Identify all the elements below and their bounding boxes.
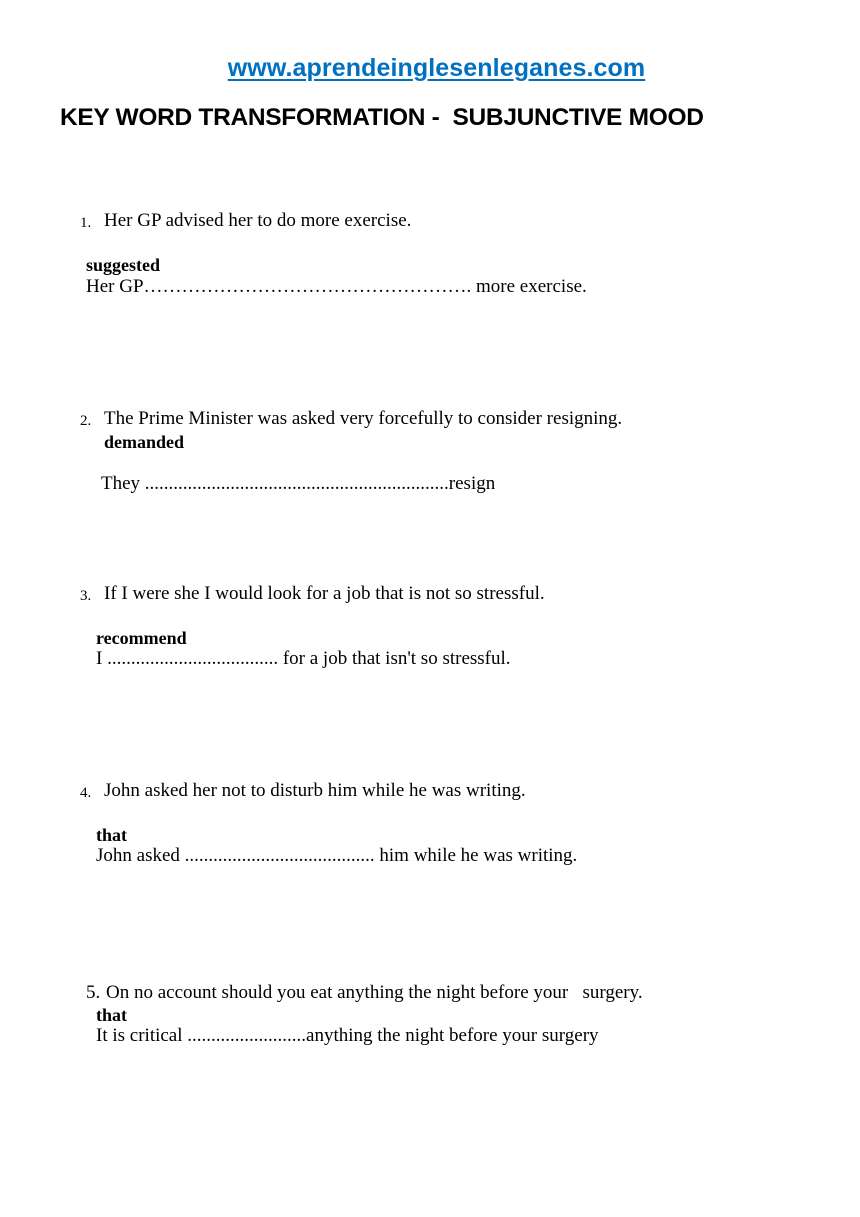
answer-line: John asked ........................................ him while he was writing. bbox=[96, 845, 578, 866]
exercise-number: 1. bbox=[80, 215, 92, 231]
exercise-sentence: John asked her not to disturb him while he was writing. bbox=[104, 780, 526, 801]
answer-line: I .................................... for a job that isn't so stressful. bbox=[96, 648, 511, 669]
exercise-sentence: The Prime Minister was asked very forcefully to consider resigning. bbox=[104, 408, 623, 429]
exercise-sentence: If I were she I would look for a job that is not so stressful. bbox=[104, 583, 545, 604]
key-word: suggested bbox=[86, 255, 161, 275]
exercise-sentence: On no account should you eat anything the night before your surgery. bbox=[106, 982, 643, 1003]
answer-line: They ................................................................resign bbox=[101, 473, 496, 494]
key-word: that bbox=[96, 825, 127, 845]
answer-line: It is critical .........................anything the night before your surgery bbox=[96, 1025, 599, 1046]
key-word: demanded bbox=[104, 432, 185, 452]
exercise-sentence: Her GP advised her to do more exercise. bbox=[104, 210, 412, 231]
answer-line: Her GP……………………………………………. more exercise. bbox=[86, 276, 587, 297]
page-title: KEY WORD TRANSFORMATION - SUBJUNCTIVE MOOD bbox=[60, 104, 704, 131]
exercise-number: 3. bbox=[80, 588, 92, 604]
exercise-number: 5. bbox=[86, 982, 101, 1003]
website-link[interactable]: www.aprendeinglesenleganes.com bbox=[227, 54, 646, 82]
key-word: that bbox=[96, 1005, 127, 1025]
exercise-number: 4. bbox=[80, 785, 92, 801]
key-word: recommend bbox=[96, 628, 187, 648]
exercise-number: 2. bbox=[80, 413, 92, 429]
